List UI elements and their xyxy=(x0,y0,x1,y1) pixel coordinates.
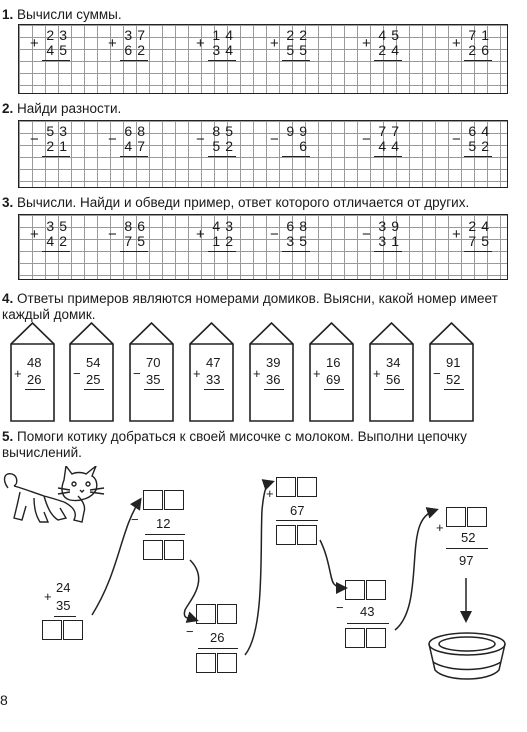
column-example xyxy=(362,218,407,254)
first-number: 24 xyxy=(56,580,71,595)
first-number: 68 xyxy=(124,123,150,139)
operation-sign: − xyxy=(30,131,39,148)
result-line xyxy=(208,156,236,157)
house xyxy=(10,322,55,422)
column-example xyxy=(108,218,153,254)
operation-sign: − xyxy=(270,131,279,148)
second-number: 25 xyxy=(86,372,101,387)
operation-sign: − xyxy=(270,226,279,243)
result-line xyxy=(120,156,148,157)
result-line xyxy=(324,389,344,390)
column-example xyxy=(270,218,315,254)
second-number: 31 xyxy=(378,233,404,249)
second-number: 36 xyxy=(266,372,281,387)
second-number: 75 xyxy=(124,233,150,249)
operation-sign: + xyxy=(270,35,279,52)
task-3-heading: 3. Вычисли. Найди и обведи пример, ответ которого отличается от других. xyxy=(2,195,470,210)
second-number: 34 xyxy=(212,42,238,58)
column-example xyxy=(196,123,241,159)
result-line xyxy=(282,251,310,252)
second-number: 47 xyxy=(124,138,150,154)
result-line xyxy=(204,389,224,390)
operation-sign: + xyxy=(30,35,39,52)
first-number: 45 xyxy=(378,27,404,43)
second-number: 26 xyxy=(468,42,494,58)
second-number: 12 xyxy=(212,233,238,249)
result-line xyxy=(42,156,70,157)
operation-sign: + xyxy=(452,226,461,243)
column-example xyxy=(108,123,153,159)
operation-sign: + xyxy=(253,366,261,381)
result-number: 97 xyxy=(459,553,474,568)
second-number: 62 xyxy=(124,42,150,58)
number: 43 xyxy=(360,604,375,619)
first-number: 54 xyxy=(86,355,101,370)
column-example xyxy=(270,123,315,159)
first-number: 77 xyxy=(378,123,404,139)
result-line xyxy=(84,389,104,390)
column-example xyxy=(30,27,75,63)
result-line xyxy=(25,389,45,390)
task-1-grid xyxy=(18,24,508,94)
second-number: 35 xyxy=(286,233,312,249)
result-line xyxy=(464,60,492,61)
operation-sign: − xyxy=(108,131,117,148)
task-2-heading: 2. Найди разности. xyxy=(2,101,122,116)
operation-sign: − xyxy=(108,226,117,243)
number: 52 xyxy=(461,530,476,545)
first-number: 39 xyxy=(378,218,404,234)
operation-sign: − xyxy=(336,600,344,615)
task-3-grid xyxy=(18,214,508,280)
house xyxy=(189,322,234,422)
result-line xyxy=(384,389,404,390)
column-example xyxy=(196,27,241,63)
second-number: 55 xyxy=(286,42,312,58)
second-number: 24 xyxy=(378,42,404,58)
result-line xyxy=(374,156,402,157)
number: 26 xyxy=(210,630,225,645)
house xyxy=(69,322,114,422)
first-number: 48 xyxy=(27,355,42,370)
second-number: 33 xyxy=(206,372,221,387)
operation-sign: − xyxy=(362,131,371,148)
operation-sign: + xyxy=(196,35,205,52)
column-example xyxy=(452,218,497,254)
result-line xyxy=(282,60,310,61)
operation-sign: + xyxy=(196,226,205,243)
first-number: 16 xyxy=(326,355,341,370)
first-number: 35 xyxy=(46,218,72,234)
result-line xyxy=(444,389,464,390)
second-number: 35 xyxy=(56,598,71,613)
first-number: 24 xyxy=(468,218,494,234)
column-example xyxy=(270,27,315,63)
house xyxy=(429,322,474,422)
first-number: 86 xyxy=(124,218,150,234)
first-number: 53 xyxy=(46,123,72,139)
result-line xyxy=(464,156,492,157)
column-example xyxy=(30,218,75,254)
operation-sign: + xyxy=(452,35,461,52)
number: 12 xyxy=(156,516,171,531)
result-line xyxy=(464,251,492,252)
house xyxy=(369,322,414,422)
task-1-heading: 1. Вычисли суммы. xyxy=(2,7,122,22)
second-number: 21 xyxy=(46,138,72,154)
first-number: 68 xyxy=(286,218,312,234)
operation-sign: − xyxy=(362,226,371,243)
task-5-heading-line2: вычислений. xyxy=(2,445,82,460)
second-number: 69 xyxy=(326,372,341,387)
operation-sign: − xyxy=(433,366,441,381)
column-example xyxy=(108,27,153,63)
first-number: 91 xyxy=(446,355,461,370)
result-line xyxy=(208,251,236,252)
first-number: 47 xyxy=(206,355,221,370)
second-number: 52 xyxy=(468,138,494,154)
page-number: 8 xyxy=(0,692,8,708)
house xyxy=(129,322,174,422)
second-number: 26 xyxy=(27,372,42,387)
first-number: 43 xyxy=(212,218,238,234)
result-line xyxy=(144,389,164,390)
operation-sign: − xyxy=(452,131,461,148)
operation-sign: + xyxy=(14,366,22,381)
column-example xyxy=(452,123,497,159)
operation-sign: + xyxy=(362,35,371,52)
task-2-grid xyxy=(18,120,508,188)
second-number: 35 xyxy=(146,372,161,387)
first-number: 14 xyxy=(212,27,238,43)
first-number: 37 xyxy=(124,27,150,43)
column-example xyxy=(30,123,75,159)
column-example xyxy=(196,218,241,254)
second-number: 6 xyxy=(299,138,312,154)
result-line xyxy=(264,389,284,390)
second-number: 52 xyxy=(446,372,461,387)
column-example xyxy=(452,27,497,63)
second-number: 75 xyxy=(468,233,494,249)
task-4-heading-line2: каждый домик. xyxy=(2,307,96,322)
second-number: 45 xyxy=(46,42,72,58)
result-line xyxy=(42,251,70,252)
number: 67 xyxy=(290,503,305,518)
second-number: 56 xyxy=(386,372,401,387)
result-line xyxy=(120,60,148,61)
first-number: 34 xyxy=(386,355,401,370)
result-line xyxy=(42,60,70,61)
operation-sign: − xyxy=(186,624,194,639)
first-number: 39 xyxy=(266,355,281,370)
operation-sign: + xyxy=(108,35,117,52)
column-example xyxy=(362,27,407,63)
operation-sign: + xyxy=(373,366,381,381)
operation-sign: − xyxy=(73,366,81,381)
operation-sign: + xyxy=(266,486,274,501)
operation-sign: + xyxy=(436,520,444,535)
task-4-heading: 4. Ответы примеров являются номерами домиков. Выясни, какой номер имеет xyxy=(2,291,498,306)
operation-sign: + xyxy=(44,589,52,604)
result-line xyxy=(120,251,148,252)
first-number: 23 xyxy=(46,27,72,43)
second-number: 52 xyxy=(212,138,238,154)
milk-bowl-illustration xyxy=(425,628,510,688)
house xyxy=(249,322,294,422)
second-number: 42 xyxy=(46,233,72,249)
first-number: 64 xyxy=(468,123,494,139)
result-line xyxy=(208,60,236,61)
operation-sign: − xyxy=(131,512,139,527)
result-line xyxy=(374,60,402,61)
task-5-heading: 5. Помоги котику добраться к своей мисочке с молоком. Выполни цепочку xyxy=(2,429,467,444)
first-number: 70 xyxy=(146,355,161,370)
operation-sign: − xyxy=(133,366,141,381)
second-number: 44 xyxy=(378,138,404,154)
operation-sign: + xyxy=(30,226,39,243)
result-line xyxy=(282,156,310,157)
operation-sign: − xyxy=(196,131,205,148)
column-example xyxy=(362,123,407,159)
first-number: 22 xyxy=(286,27,312,43)
first-number: 99 xyxy=(286,123,312,139)
house xyxy=(309,322,354,422)
first-number: 85 xyxy=(212,123,238,139)
operation-sign: + xyxy=(313,366,321,381)
first-number: 71 xyxy=(468,27,494,43)
result-line xyxy=(374,251,402,252)
operation-sign: + xyxy=(193,366,201,381)
